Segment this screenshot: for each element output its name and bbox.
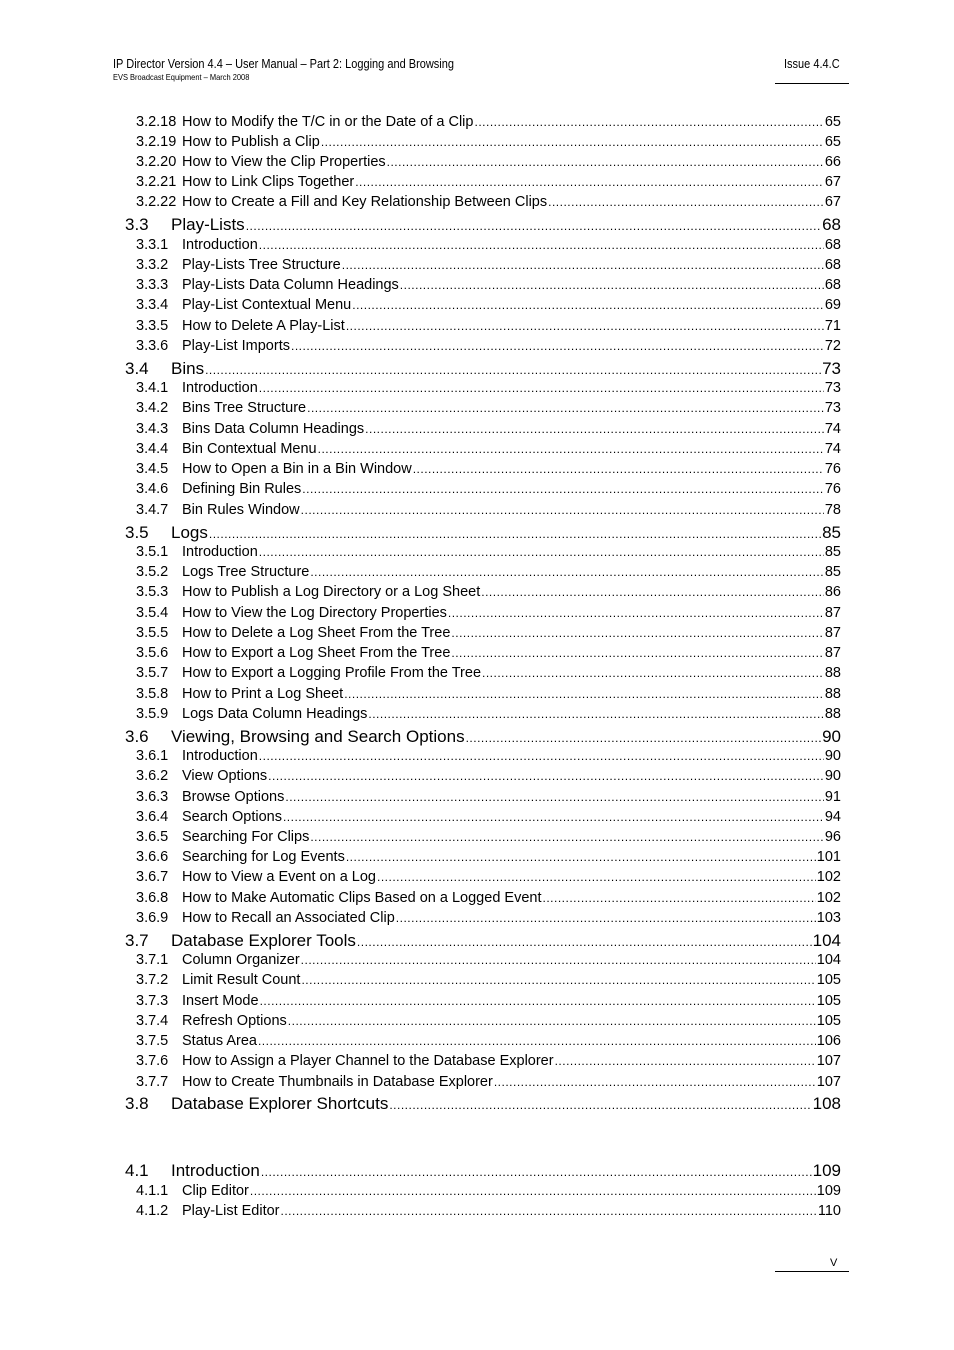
footer-rule: [775, 1271, 849, 1272]
toc-entry-title: Introduction: [182, 544, 258, 560]
toc-entry-number: 4.1.2: [136, 1203, 169, 1219]
toc-entry-page: 71: [824, 318, 841, 334]
toc-dot-leader: [259, 749, 824, 763]
toc-subsection-entry[interactable]: [136, 605, 841, 625]
toc-dot-leader: [283, 810, 824, 824]
toc-entry-number: 3.2.21: [136, 174, 177, 190]
toc-entry-title: Play-Lists: [171, 215, 245, 234]
toc-dot-leader: [342, 258, 824, 272]
toc-entry-title: Introduction: [171, 1161, 260, 1180]
toc-entry-page: 90: [824, 748, 841, 764]
toc-entry-page: 68: [822, 215, 841, 234]
toc-subsection-entry[interactable]: [136, 869, 841, 889]
page-header: [113, 57, 500, 82]
toc-entry-title: How to Publish a Log Directory or a Log Sheet: [182, 584, 481, 600]
toc-dot-leader: [301, 503, 824, 517]
toc-dot-leader: [377, 870, 816, 884]
toc-dot-leader: [302, 482, 824, 496]
toc-subsection-entry[interactable]: [136, 809, 841, 829]
toc-dot-leader: [258, 1034, 816, 1048]
toc-entry-title: How to Export a Logging Profile From the Tree: [182, 665, 482, 681]
toc-entry-number: 3.2.22: [136, 194, 177, 210]
toc-subsection-entry[interactable]: [136, 1183, 841, 1203]
toc-entry-number: 3.6.9: [136, 910, 169, 926]
toc-dot-leader: [268, 769, 824, 783]
toc-subsection-entry[interactable]: [136, 972, 841, 992]
toc-entry-number: 3.4.1: [136, 380, 169, 396]
toc-entry-number: 3.5.4: [136, 605, 169, 621]
toc-subsection-entry[interactable]: [136, 910, 841, 930]
toc-entry-title: How to Assign a Player Channel to the Database Explorer: [182, 1053, 554, 1069]
toc-entry-number: 3.7.2: [136, 972, 169, 988]
toc-entry-number: 3.6.4: [136, 809, 169, 825]
toc-entry-page: 102: [816, 890, 841, 906]
toc-entry-number: 3.4.6: [136, 481, 169, 497]
toc-entry-number: 3.5.7: [136, 665, 169, 681]
toc-subsection-entry[interactable]: [136, 237, 841, 257]
toc-subsection-entry[interactable]: [136, 829, 841, 849]
toc-dot-leader: [451, 646, 823, 660]
toc-subsection-entry[interactable]: [136, 441, 841, 461]
toc-entry-title: How to Create a Fill and Key Relationship Between Clips: [182, 194, 548, 210]
toc-entry-number: 3.4.5: [136, 461, 169, 477]
toc-entry-page: 73: [824, 380, 841, 396]
toc-entry-title: Limit Result Count: [182, 972, 301, 988]
toc-entry-number: 3.3.2: [136, 257, 169, 273]
toc-dot-leader: [321, 135, 824, 149]
toc-subsection-entry[interactable]: [136, 421, 841, 441]
toc-subsection-entry[interactable]: [136, 257, 841, 277]
toc-entry-title: How to Export a Log Sheet From the Tree: [182, 645, 451, 661]
toc-subsection-entry[interactable]: [136, 748, 841, 768]
toc-subsection-entry[interactable]: [136, 706, 841, 726]
toc-entry-title: How to View the Log Directory Properties: [182, 605, 447, 621]
toc-entry-number: 3.7.5: [136, 1033, 169, 1049]
toc-entry-title: Logs Tree Structure: [182, 564, 310, 580]
toc-entry-title: Logs: [171, 523, 208, 542]
toc-dot-leader: [246, 219, 821, 233]
toc-dot-leader: [310, 830, 824, 844]
toc-subsection-entry[interactable]: [136, 768, 841, 788]
toc-entry-title: How to Modify the T/C in or the Date of a Clip: [182, 114, 474, 130]
toc-entry-page: 69: [824, 297, 841, 313]
toc-entry-title: Status Area: [182, 1033, 257, 1049]
toc-entry-page: 107: [816, 1053, 841, 1069]
toc-entry-title: Play-List Editor: [182, 1203, 280, 1219]
toc-subsection-entry[interactable]: [136, 952, 841, 972]
toc-entry-number: 3.5.3: [136, 584, 169, 600]
toc-entry-page: 73: [824, 400, 841, 416]
toc-entry-page: 72: [824, 338, 841, 354]
toc-dot-leader: [548, 195, 824, 209]
toc-entry-number: 3.4.3: [136, 421, 169, 437]
toc-dot-leader: [396, 911, 816, 925]
toc-entry-number: 3.6.3: [136, 789, 169, 805]
toc-entry-title: How to Link Clips Together: [182, 174, 355, 190]
toc-entry-page: 68: [824, 237, 841, 253]
toc-entry-title: How to Delete a Log Sheet From the Tree: [182, 625, 451, 641]
toc-entry-page: 67: [824, 194, 841, 210]
toc-dot-leader: [344, 687, 824, 701]
toc-entry-page: 88: [824, 665, 841, 681]
toc-subsection-entry[interactable]: [136, 1053, 841, 1073]
toc-subsection-entry[interactable]: [136, 380, 841, 400]
toc-entry-page: 66: [824, 154, 841, 170]
toc-entry-page: 65: [824, 114, 841, 130]
document-subtitle: EVS Broadcast Equipment – March 2008: [113, 72, 250, 82]
toc-entry-title: Browse Options: [182, 789, 285, 805]
toc-entry-page: 87: [824, 645, 841, 661]
toc-entry-title: Database Explorer Tools: [171, 931, 356, 950]
toc-entry-title: How to Print a Log Sheet: [182, 686, 344, 702]
toc-dot-leader: [301, 953, 816, 967]
toc-dot-leader: [400, 278, 824, 292]
toc-entry-number: 3.7: [125, 931, 149, 950]
toc-entry-number: 3.3: [125, 215, 149, 234]
toc-entry-page: 73: [822, 359, 841, 378]
toc-entry-page: 107: [816, 1074, 841, 1090]
toc-entry-title: Logs Data Column Headings: [182, 706, 368, 722]
toc-entry-page: 78: [824, 502, 841, 518]
toc-entry-page: 90: [824, 768, 841, 784]
toc-entry-number: 3.7.6: [136, 1053, 169, 1069]
toc-subsection-entry[interactable]: [136, 564, 841, 584]
toc-subsection-entry[interactable]: [136, 174, 841, 194]
toc-dot-leader: [301, 973, 815, 987]
toc-dot-leader: [481, 585, 824, 599]
toc-entry-page: 74: [824, 441, 841, 457]
toc-dot-leader: [389, 1098, 811, 1112]
toc-entry-number: 3.5.1: [136, 544, 169, 560]
toc-dot-leader: [285, 790, 824, 804]
toc-entry-title: Defining Bin Rules: [182, 481, 302, 497]
toc-entry-number: 3.4.2: [136, 400, 169, 416]
toc-entry-number: 3.5.8: [136, 686, 169, 702]
toc-dot-leader: [368, 707, 823, 721]
toc-subsection-entry[interactable]: [136, 481, 841, 501]
toc-entry-page: 104: [816, 952, 841, 968]
toc-entry-title: Play-Lists Data Column Headings: [182, 277, 399, 293]
page-number: V: [830, 1257, 838, 1269]
toc-entry-title: Introduction: [182, 380, 258, 396]
toc-subsection-entry[interactable]: [136, 645, 841, 665]
toc-entry-number: 3.3.1: [136, 237, 169, 253]
toc-dot-leader: [352, 298, 824, 312]
document-title: IP Director Version 4.4 – User Manual – Part 2: Logging and Browsing: [113, 57, 454, 71]
toc-entry-page: 96: [824, 829, 841, 845]
toc-entry-title: Introduction: [182, 748, 258, 764]
toc-entry-number: 4.1.1: [136, 1183, 169, 1199]
toc-entry-page: 85: [824, 544, 841, 560]
toc-dot-leader: [555, 1054, 816, 1068]
toc-section-entry[interactable]: [125, 1161, 841, 1183]
toc-section-entry[interactable]: [125, 931, 841, 953]
toc-entry-number: 3.7.4: [136, 1013, 169, 1029]
toc-dot-leader: [310, 565, 824, 579]
toc-entry-title: How to View a Event on a Log: [182, 869, 376, 885]
toc-entry-title: How to Delete A Play-List: [182, 318, 345, 334]
toc-entry-number: 3.7.1: [136, 952, 169, 968]
toc-entry-page: 105: [816, 1013, 841, 1029]
toc-entry-number: 3.6.8: [136, 890, 169, 906]
issue-label: Issue 4.4.C: [784, 57, 840, 71]
toc-dot-leader: [542, 891, 815, 905]
toc-entry-page: 68: [824, 277, 841, 293]
toc-entry-number: 3.4.4: [136, 441, 169, 457]
toc-entry-number: 3.3.3: [136, 277, 169, 293]
toc-subsection-entry[interactable]: [136, 584, 841, 604]
toc-subsection-entry[interactable]: [136, 154, 841, 174]
toc-section-entry[interactable]: [125, 359, 841, 381]
toc-dot-leader: [291, 339, 824, 353]
toc-dot-leader: [346, 850, 816, 864]
toc-subsection-entry[interactable]: [136, 1074, 841, 1094]
toc-entry-page: 109: [816, 1183, 841, 1199]
toc-entry-page: 104: [812, 931, 841, 950]
toc-entry-page: 74: [824, 421, 841, 437]
toc-entry-number: 3.4: [125, 359, 149, 378]
toc-entry-number: 3.7.3: [136, 993, 169, 1009]
toc-entry-number: 3.2.18: [136, 114, 177, 130]
toc-subsection-entry[interactable]: [136, 993, 841, 1013]
toc-subsection-entry[interactable]: [136, 849, 841, 869]
toc-entry-page: 87: [824, 605, 841, 621]
toc-entry-title: Introduction: [182, 237, 258, 253]
toc-entry-page: 91: [824, 789, 841, 805]
toc-entry-title: How to Publish a Clip: [182, 134, 320, 150]
toc-entry-page: 67: [824, 174, 841, 190]
toc-entry-title: Play-List Imports: [182, 338, 290, 354]
toc-entry-number: 3.4.7: [136, 502, 169, 518]
toc-entry-page: 88: [824, 706, 841, 722]
toc-subsection-entry[interactable]: [136, 1013, 841, 1033]
toc-subsection-entry[interactable]: [136, 194, 841, 214]
toc-entry-title: Viewing, Browsing and Search Options: [171, 727, 465, 746]
toc-entry-title: Refresh Options: [182, 1013, 287, 1029]
toc-subsection-entry[interactable]: [136, 114, 841, 134]
toc-dot-leader: [494, 1075, 816, 1089]
toc-dot-leader: [259, 545, 824, 559]
toc-subsection-entry[interactable]: [136, 625, 841, 645]
toc-dot-leader: [288, 1014, 816, 1028]
toc-dot-leader: [365, 422, 824, 436]
toc-entry-number: 3.6.2: [136, 768, 169, 784]
toc-entry-number: 3.2.20: [136, 154, 177, 170]
toc-dot-leader: [307, 401, 824, 415]
toc-subsection-entry[interactable]: [136, 277, 841, 297]
toc-dot-leader: [346, 319, 824, 333]
toc-entry-page: 105: [816, 993, 841, 1009]
toc-entry-number: 3.3.4: [136, 297, 169, 313]
toc-entry-page: 90: [822, 727, 841, 746]
toc-entry-number: 3.5.2: [136, 564, 169, 580]
toc-dot-leader: [413, 462, 824, 476]
toc-entry-page: 105: [816, 972, 841, 988]
toc-entry-title: Bin Contextual Menu: [182, 441, 317, 457]
toc-dot-leader: [259, 238, 824, 252]
toc-subsection-entry[interactable]: [136, 544, 841, 564]
toc-entry-page: 109: [812, 1161, 841, 1180]
toc-dot-leader: [281, 1204, 817, 1218]
toc-entry-number: 3.5.6: [136, 645, 169, 661]
toc-entry-title: Searching for Log Events: [182, 849, 345, 865]
toc-dot-leader: [466, 731, 822, 745]
toc-dot-leader: [250, 1184, 816, 1198]
toc-entry-title: Bins: [171, 359, 205, 378]
toc-section-entry[interactable]: [125, 215, 841, 237]
toc-entry-number: 4.1: [125, 1161, 149, 1180]
toc-dot-leader: [482, 666, 824, 680]
toc-entry-page: 94: [824, 809, 841, 825]
toc-dot-leader: [448, 606, 824, 620]
toc-entry-title: Insert Mode: [182, 993, 259, 1009]
toc-entry-number: 3.5.9: [136, 706, 169, 722]
toc-entry-number: 3.6.1: [136, 748, 169, 764]
toc-dot-leader: [357, 935, 812, 949]
toc-entry-page: 76: [824, 461, 841, 477]
toc-entry-title: Bin Rules Window: [182, 502, 300, 518]
issue-box: [775, 57, 849, 84]
toc-section-entry[interactable]: [125, 1094, 841, 1116]
toc-entry-page: 108: [812, 1094, 841, 1113]
toc-section-entry[interactable]: [125, 523, 841, 545]
toc-entry-number: 3.8: [125, 1094, 149, 1113]
toc-entry-number: 3.6.6: [136, 849, 169, 865]
toc-entry-number: 3.2.19: [136, 134, 177, 150]
toc-entry-title: How to Open a Bin in a Bin Window: [182, 461, 412, 477]
toc-dot-leader: [355, 175, 824, 189]
toc-dot-leader: [259, 381, 824, 395]
toc-subsection-entry[interactable]: [136, 665, 841, 685]
toc-subsection-entry[interactable]: [136, 318, 841, 338]
toc-subsection-entry[interactable]: [136, 1033, 841, 1053]
toc-entry-title: How to Make Automatic Clips Based on a Logged Event: [182, 890, 542, 906]
toc-entry-page: 68: [824, 257, 841, 273]
toc-dot-leader: [209, 527, 821, 541]
toc-entry-page: 87: [824, 625, 841, 641]
toc-subsection-entry[interactable]: [136, 297, 841, 317]
toc-section-entry[interactable]: [125, 727, 841, 749]
toc-entry-page: 85: [824, 564, 841, 580]
toc-entry-page: 76: [824, 481, 841, 497]
toc-entry-page: 85: [822, 523, 841, 542]
toc-entry-number: 3.3.5: [136, 318, 169, 334]
toc-entry-page: 65: [824, 134, 841, 150]
toc-entry-title: How to Recall an Associated Clip: [182, 910, 395, 926]
toc-dot-leader: [451, 626, 823, 640]
toc-entry-number: 3.5.5: [136, 625, 169, 641]
toc-dot-leader: [387, 155, 824, 169]
toc-entry-title: How to Create Thumbnails in Database Explorer: [182, 1074, 493, 1090]
toc-entry-page: 110: [817, 1203, 841, 1219]
toc-subsection-entry[interactable]: [136, 134, 841, 154]
toc-entry-number: 3.3.6: [136, 338, 169, 354]
toc-entry-title: Searching For Clips: [182, 829, 310, 845]
toc-subsection-entry[interactable]: [136, 1203, 841, 1223]
toc-entry-number: 3.6.5: [136, 829, 169, 845]
toc-entry-title: Clip Editor: [182, 1183, 249, 1199]
toc-entry-page: 101: [816, 849, 841, 865]
toc-entry-title: View Options: [182, 768, 268, 784]
toc-entry-page: 103: [816, 910, 841, 926]
toc-subsection-entry[interactable]: [136, 338, 841, 358]
toc-dot-leader: [261, 1165, 812, 1179]
toc-entry-number: 3.5: [125, 523, 149, 542]
toc-subsection-entry[interactable]: [136, 461, 841, 481]
toc-entry-number: 3.6.7: [136, 869, 169, 885]
toc-entry-page: 102: [816, 869, 841, 885]
toc-subsection-entry[interactable]: [136, 502, 841, 522]
toc-entry-title: Bins Data Column Headings: [182, 421, 365, 437]
toc-subsection-entry[interactable]: [136, 686, 841, 706]
toc-entry-number: 3.7.7: [136, 1074, 169, 1090]
toc-entry-page: 86: [824, 584, 841, 600]
toc-entry-title: Bins Tree Structure: [182, 400, 307, 416]
toc-dot-leader: [260, 994, 816, 1008]
toc-dot-leader: [205, 363, 821, 377]
toc-entry-title: Play-Lists Tree Structure: [182, 257, 341, 273]
toc-dot-leader: [318, 442, 824, 456]
toc-entry-title: Play-List Contextual Menu: [182, 297, 352, 313]
toc-subsection-entry[interactable]: [136, 789, 841, 809]
toc-subsection-entry[interactable]: [136, 400, 841, 420]
toc-entry-number: 3.6: [125, 727, 149, 746]
toc-entry-title: How to View the Clip Properties: [182, 154, 386, 170]
toc-subsection-entry[interactable]: [136, 890, 841, 910]
toc-entry-title: Database Explorer Shortcuts: [171, 1094, 389, 1113]
toc-entry-title: Column Organizer: [182, 952, 300, 968]
toc-entry-page: 106: [816, 1033, 841, 1049]
toc-dot-leader: [474, 115, 823, 129]
toc-entry-title: Search Options: [182, 809, 282, 825]
toc-entry-page: 88: [824, 686, 841, 702]
